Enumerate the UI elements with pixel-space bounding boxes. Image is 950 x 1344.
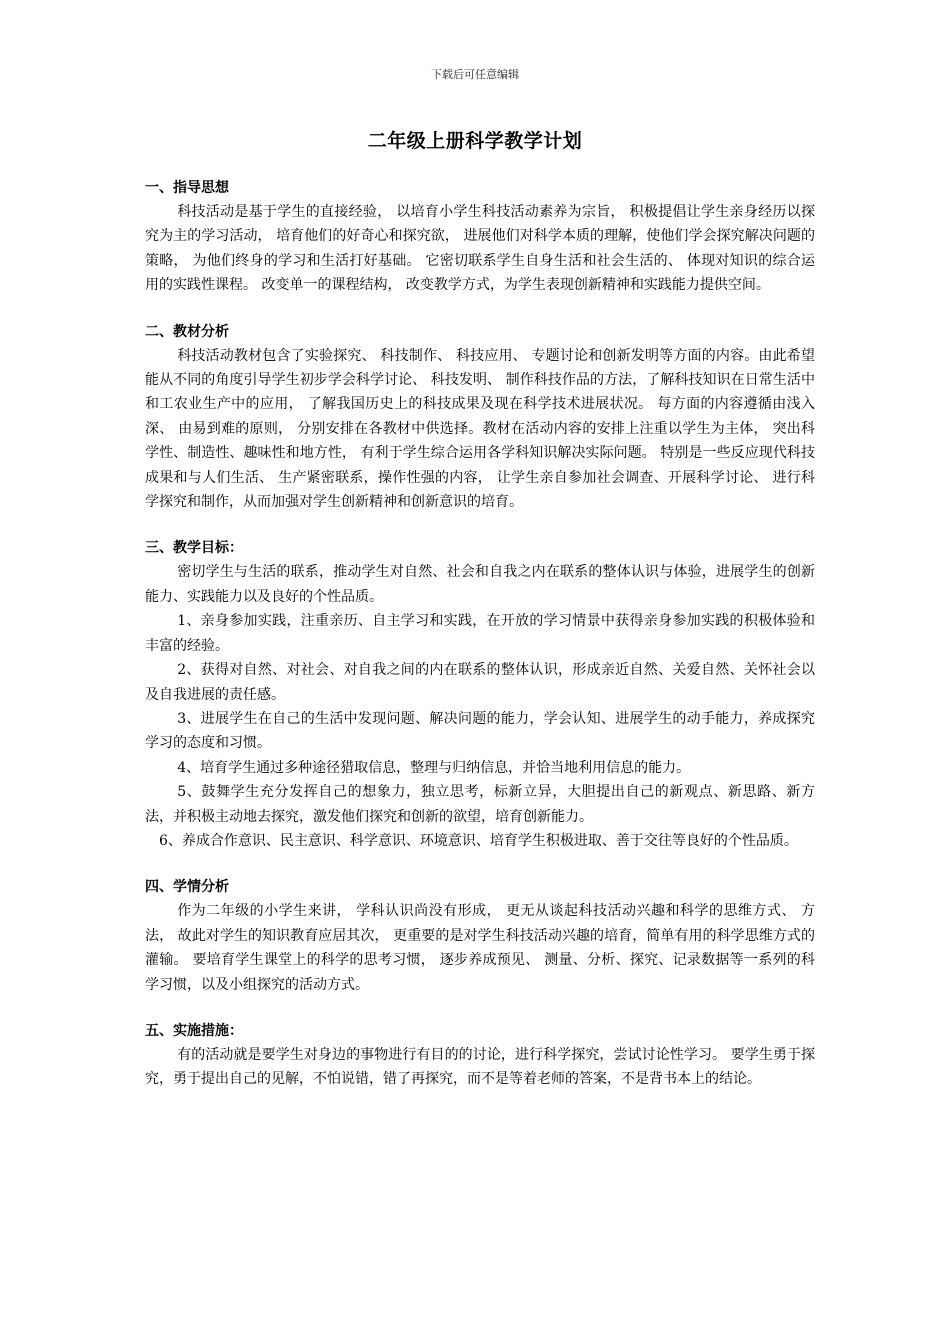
section-guiding-ideology	[145, 176, 815, 298]
goal-item: 2、获得对自然、对社会、对自我之间的内在联系的整体认识，形成亲近自然、关爱自然、关怀社会以及自我进展的责任感。	[145, 662, 815, 703]
paragraph: 有的活动就是要学生对身边的事物进行有目的的讨论，进行科学探究，尝试讨论性学习。 要学生勇于探究，勇于提出自己的见解，不怕说错，错了再探究，而不是等着老师的答案，不是背书本上的结论。	[145, 1046, 815, 1088]
goal-item: 4、培育学生通过多种途径猎取信息，整理与归纳信息，并恰当地利用信息的能力。	[177, 759, 691, 776]
section-heading: 一、指导思想	[145, 180, 229, 196]
goal-item: 1、亲身参加实践，注重亲历、自主学习和实践，在开放的学习情景中获得亲身参加实践的积极体验和丰富的经验。	[145, 613, 815, 654]
paragraph: 科技活动是基于学生的直接经验， 以培育小学生科技活动素养为宗旨， 积极提倡让学生亲身经历以探究为主的学习活动， 培育他们的好奇心和探究欲， 进展他们对科学本质的理解，使他们学会探究解决问题的策略， 为他们终身的学习和生活打好基础。 它密切联系学生自身生活和社会生活的、 体现对知识的综合运用的实践性课程。 改变单一的课程结构， 改变教学方式，为学生表现创新精神和实践能力提供空间。	[145, 204, 815, 294]
paragraph: 密切学生与生活的联系，推动学生对自然、社会和自我之内在联系的整体认识与体验，进展学生的创新能力、实践能力以及良好的个性品质。	[145, 564, 815, 605]
document-body	[145, 176, 815, 1114]
goal-item: 5、鼓舞学生充分发挥自己的想象力，独立思考，标新立异，大胆提出自己的新观点、新思路、新方法，并积极主动地去探究，激发他们探究和创新的欲望，培育创新能力。	[145, 784, 815, 825]
section-implementation-measures	[145, 1019, 815, 1092]
section-heading: 五、实施措施：	[145, 1022, 243, 1039]
goal-item: 3、进展学生在自己的生活中发现问题、解决问题的能力，学会认知、进展学生的动手能力，养成探究学习的态度和习惯。	[145, 710, 815, 752]
goal-item: 6、养成合作意识、民主意识、科学意识、环境意识、培育学生积极进取、善于交往等良好的个性品质。	[159, 832, 798, 849]
header-note: 下载后可任意编辑	[431, 68, 519, 81]
section-heading: 二、教材分析	[145, 323, 229, 340]
document-title: 二年级上册科学教学计划	[367, 130, 583, 152]
section-student-analysis	[145, 875, 815, 997]
section-heading: 四、学情分析	[145, 879, 229, 896]
section-teaching-goals	[145, 536, 815, 853]
paragraph: 作为二年级的小学生来讲， 学科认识尚没有形成， 更无从谈起科技活动兴趣和科学的思维方式、 方法， 故此对学生的知识教育应居其次， 更重要的是对学生科技活动兴趣的培育，简单有用的科学思维方式的灌输。 要培育学生课堂上的科学的思考习惯， 逐步养成预见、 测量、分析、探究、记录数据等一系列的科学习惯，以及小组探究的活动方式。	[145, 903, 815, 993]
paragraph: 科技活动教材包含了实验探究、 科技制作、 科技应用、 专题讨论和创新发明等方面的内容。由此希望能从不同的角度引导学生初步学会科学讨论、 科技发明、 制作科技作品的方法，了解科技知识在日常生活中和工农业生产中的应用， 了解我国历史上的科技成果及现在科学技术进展状况。 每方面的内容遵循由浅入深、 由易到难的原则， 分别安排在各教材中供选择。教材在活动内容的安排上注重以学生为主体， 突出科学性、制造性、趣味性和地方性， 有利于学生综合运用各学科知识解决实际问题。 特别是一些反应现代科技成果和与人们生活、 生产紧密联系，操作性强的内容， 让学生亲自参加社会调查、开展科学讨论、 进行科学探究和制作，从而加强对学生创新精神和创新意识的培育。	[145, 347, 815, 511]
section-textbook-analysis	[145, 320, 815, 515]
section-heading: 三、教学目标：	[145, 540, 243, 557]
